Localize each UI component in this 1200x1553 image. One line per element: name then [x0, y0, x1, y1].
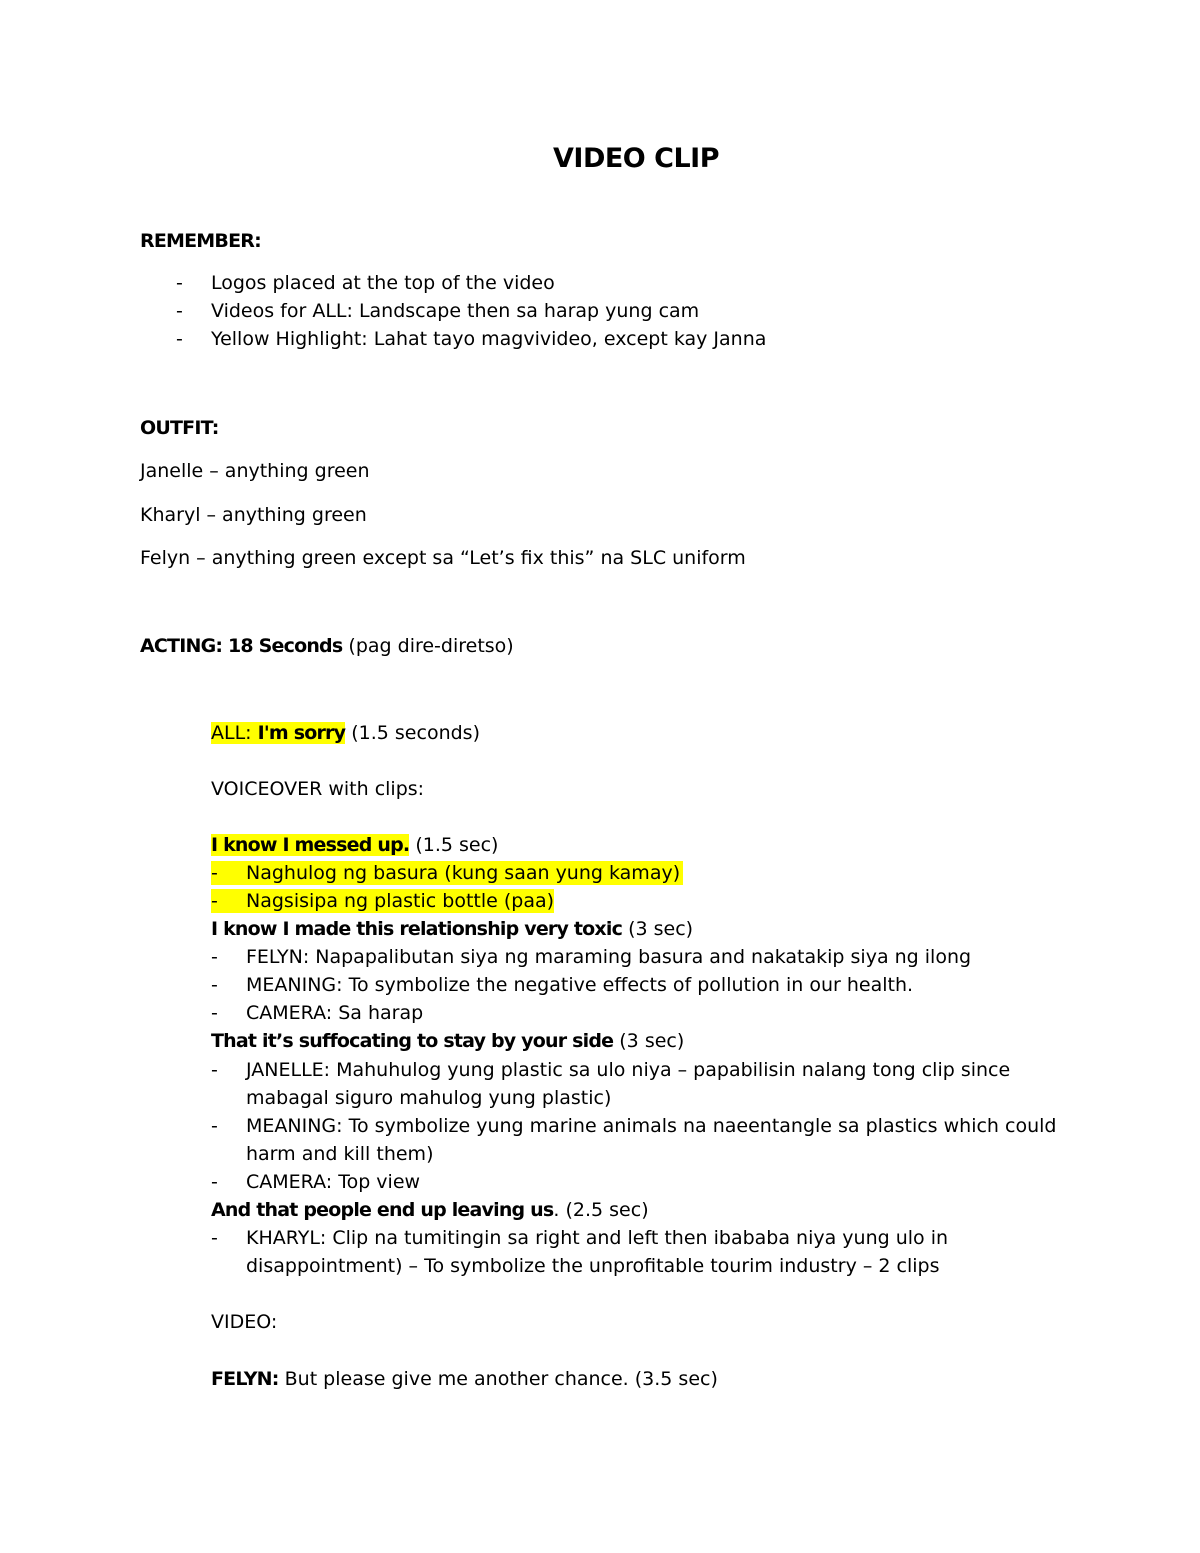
highlighted-list-item — [211, 861, 683, 885]
bullet-dash: - — [211, 862, 218, 884]
list-item — [211, 1114, 218, 1138]
bullet-dash: - — [176, 328, 183, 350]
list-item — [211, 945, 218, 969]
script-line — [211, 1198, 649, 1222]
list-item-text: JANELLE: Mahuhulog yung plastic sa ulo niya – papabilisin nalang tong clip since — [246, 1059, 1011, 1081]
list-item — [211, 1170, 218, 1194]
script-line — [211, 1029, 684, 1053]
list-item-text: MEANING: To symbolize yung marine animals na naeentangle sa plastics which could — [246, 1115, 1057, 1137]
bullet-dash: - — [211, 974, 218, 996]
script-line-time: (3 sec) — [622, 918, 694, 940]
list-item-text: harm and kill them) — [246, 1143, 434, 1165]
list-item — [176, 271, 183, 295]
bullet-dash: - — [176, 272, 183, 294]
remember-item: Videos for ALL: Landscape then sa harap yung cam — [211, 300, 700, 322]
all-line — [211, 721, 480, 745]
list-item — [211, 973, 218, 997]
felyn-label: FELYN: — [211, 1368, 279, 1390]
remember-item: Logos placed at the top of the video — [211, 272, 555, 294]
felyn-text: But please give me another chance. (3.5 sec) — [278, 1368, 718, 1390]
remember-heading: REMEMBER: — [140, 230, 261, 252]
list-item-text: mabagal siguro mahulog yung plastic) — [246, 1087, 612, 1109]
bullet-dash: - — [176, 300, 183, 322]
bullet-dash: - — [211, 1171, 218, 1193]
acting-line — [140, 634, 514, 658]
script-line — [211, 917, 693, 941]
highlighted-list-item — [211, 889, 554, 913]
all-time: (1.5 seconds) — [345, 722, 480, 744]
all-prefix: ALL: I'm sorry — [211, 722, 346, 744]
list-item-text: FELYN: Napapalibutan siya ng maraming basura and nakatakip siya ng ilong — [246, 946, 972, 968]
list-item-text: CAMERA: Sa harap — [246, 1002, 424, 1024]
bullet-dash: - — [211, 946, 218, 968]
bullet-dash: - — [211, 1115, 218, 1137]
outfit-line: Felyn – anything green except sa “Let’s fix this” na SLC uniform — [140, 547, 746, 569]
script-line-text: I know I messed up. — [211, 834, 410, 856]
bullet-dash: - — [211, 1059, 218, 1081]
outfit-line: Kharyl – anything green — [140, 504, 367, 526]
list-item — [211, 1226, 218, 1250]
script-line-time: . (2.5 sec) — [553, 1199, 649, 1221]
list-item — [211, 1001, 218, 1025]
list-item-text: Nagsisipa ng plastic bottle (paa) — [246, 890, 555, 912]
document-title: VIDEO CLIP — [553, 143, 720, 174]
script-line-time: (3 sec) — [613, 1030, 685, 1052]
script-line-text: That it’s suffocating to stay by your side — [211, 1030, 614, 1052]
script-line-time: (1.5 sec) — [409, 834, 499, 856]
list-item-text: MEANING: To symbolize the negative effects of pollution in our health. — [246, 974, 914, 996]
script-line-text: I know I made this relationship very toxic — [211, 918, 623, 940]
list-item — [211, 1058, 218, 1082]
list-item-text: Naghulog ng basura (kung saan yung kamay) — [246, 862, 681, 884]
list-item-text: KHARYL: Clip na tumitingin sa right and left then ibababa niya yung ulo in — [246, 1227, 949, 1249]
list-item-text: disappointment) – To symbolize the unprofitable tourim industry – 2 clips — [246, 1255, 940, 1277]
acting-label: ACTING: 18 Seconds — [140, 635, 343, 657]
list-item — [176, 327, 183, 351]
voiceover-label: VOICEOVER with clips: — [211, 778, 425, 800]
script-line-text: And that people end up leaving us — [211, 1199, 554, 1221]
bullet-dash: - — [211, 890, 218, 912]
acting-note: (pag dire-diretso) — [342, 635, 514, 657]
list-item-text: CAMERA: Top view — [246, 1171, 421, 1193]
outfit-heading: OUTFIT: — [140, 417, 219, 439]
video-label: VIDEO: — [211, 1311, 278, 1333]
bullet-dash: - — [211, 1227, 218, 1249]
bullet-dash: - — [211, 1002, 218, 1024]
all-sorry: I'm sorry — [257, 722, 346, 744]
outfit-line: Janelle – anything green — [140, 460, 370, 482]
script-line — [211, 833, 498, 857]
remember-item: Yellow Highlight: Lahat tayo magvivideo, except kay Janna — [211, 328, 767, 350]
felyn-line — [211, 1367, 718, 1391]
list-item — [176, 299, 183, 323]
